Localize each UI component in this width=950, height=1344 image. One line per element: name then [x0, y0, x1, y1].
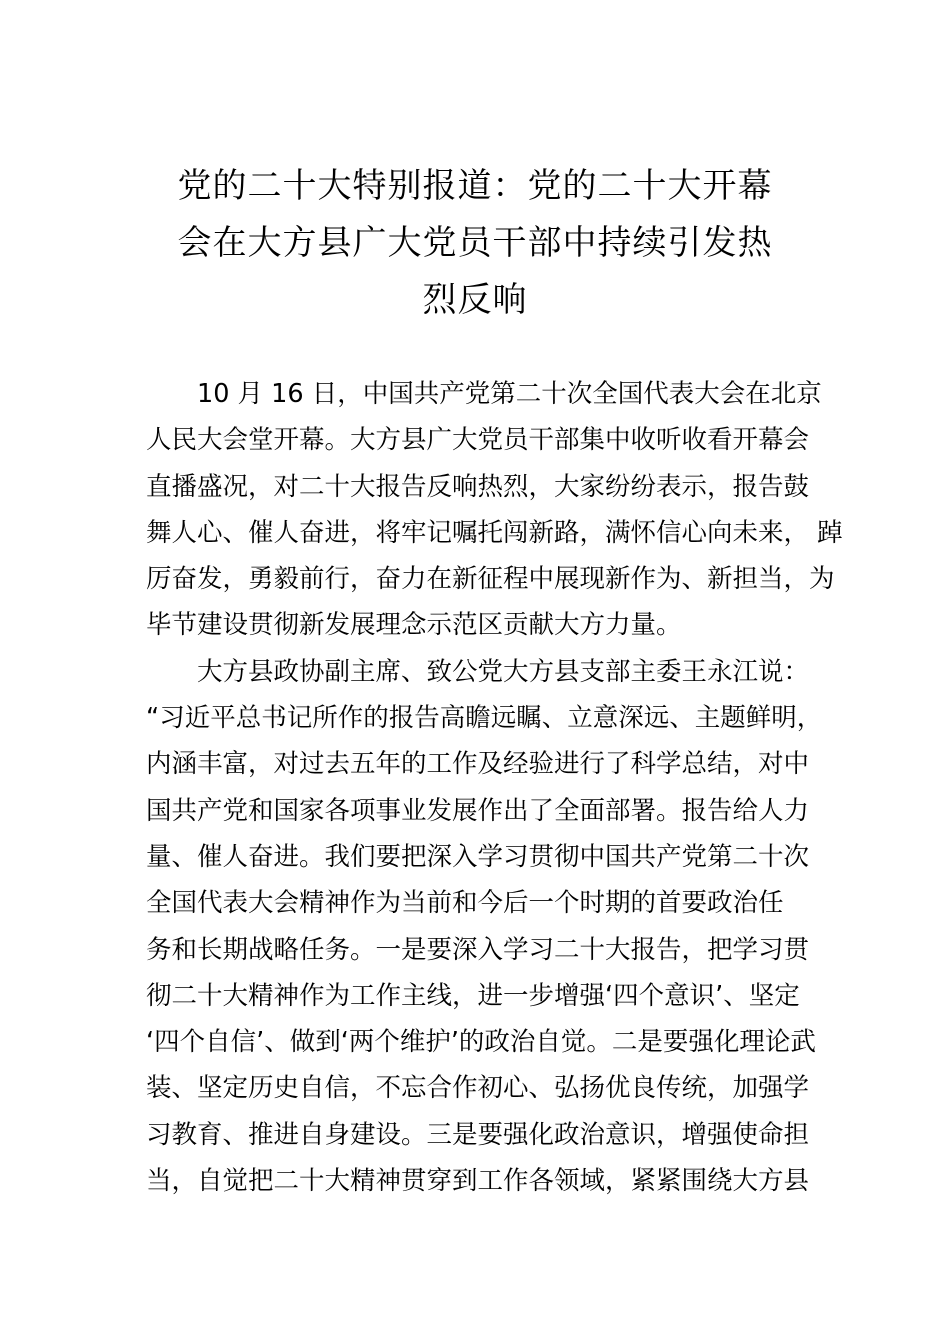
- paragraph-2-line-11: 习教育、推进自身建设。三是要强化政治意识，增强使命担: [146, 1119, 810, 1150]
- paragraph-2-line-7: 务和长期战略任务。一是要深入学习二十大报告，把学习贯: [146, 934, 810, 965]
- paragraph-1-line-3: 直播盛况，对二十大报告反响热烈，大家纷纷表示，报告鼓: [146, 471, 810, 502]
- paragraph-1-line-2: 人民大会堂开幕。大方县广大党员干部集中收听收看开幕会: [146, 425, 810, 456]
- paragraph-2-line-6: 全国代表大会精神作为当前和今后一个时期的首要政治任: [146, 888, 784, 919]
- paragraph-2-line-1: 大方县政协副主席、致公党大方县支部主委王永江说：: [197, 656, 810, 687]
- paragraph-2-line-9: ‘四个自信’、做到‘两个维护’的政治自觉。二是要强化理论武: [146, 1027, 816, 1058]
- paragraph-1-line-1: 10 月 16 日，中国共产党第二十次全国代表大会在北京: [197, 379, 822, 409]
- paragraph-1-line-4: 舞人心、催人奋进，将牢记嘱托闯新路，满怀信心向未来， 踔: [146, 517, 843, 548]
- paragraph-2-line-10: 装、坚定历史自信，不忘合作初心、弘扬优良传统，加强学: [146, 1073, 810, 1104]
- paragraph-1: [146, 371, 843, 649]
- title-line-2: 会在大方县广大党员干部中持续引发热: [177, 223, 773, 263]
- title-line-3: 烈反响: [422, 280, 528, 320]
- title-line-1: 党的二十大特别报道：党的二十大开幕: [177, 166, 773, 206]
- paragraph-1-line-5: 厉奋发，勇毅前行，奋力在新征程中展现新作为、新担当，为: [146, 564, 835, 595]
- paragraph-2: [146, 649, 823, 1205]
- paragraph-2-line-4: 国共产党和国家各项事业发展作出了全面部署。报告给人力: [146, 795, 810, 826]
- paragraph-1-line-6: 毕节建设贯彻新发展理念示范区贡献大方力量。: [146, 610, 682, 641]
- paragraph-2-line-5: 量、催人奋进。我们要把深入学习贯彻中国共产党第二十次: [146, 841, 810, 872]
- paragraph-2-line-3: 内涵丰富，对过去五年的工作及经验进行了科学总结，对中: [146, 749, 810, 780]
- paragraph-2-line-8: 彻二十大精神作为工作主线，进一步增强‘四个意识’、坚定: [146, 980, 800, 1011]
- document-body: [146, 371, 843, 1204]
- paragraph-2-line-12: 当，自觉把二十大精神贯穿到工作各领域，紧紧围绕大方县: [146, 1166, 810, 1197]
- document-title: [120, 158, 830, 329]
- paragraph-2-line-2: “习近平总书记所作的报告高瞻远瞩、立意深远、主题鲜明，: [146, 703, 823, 734]
